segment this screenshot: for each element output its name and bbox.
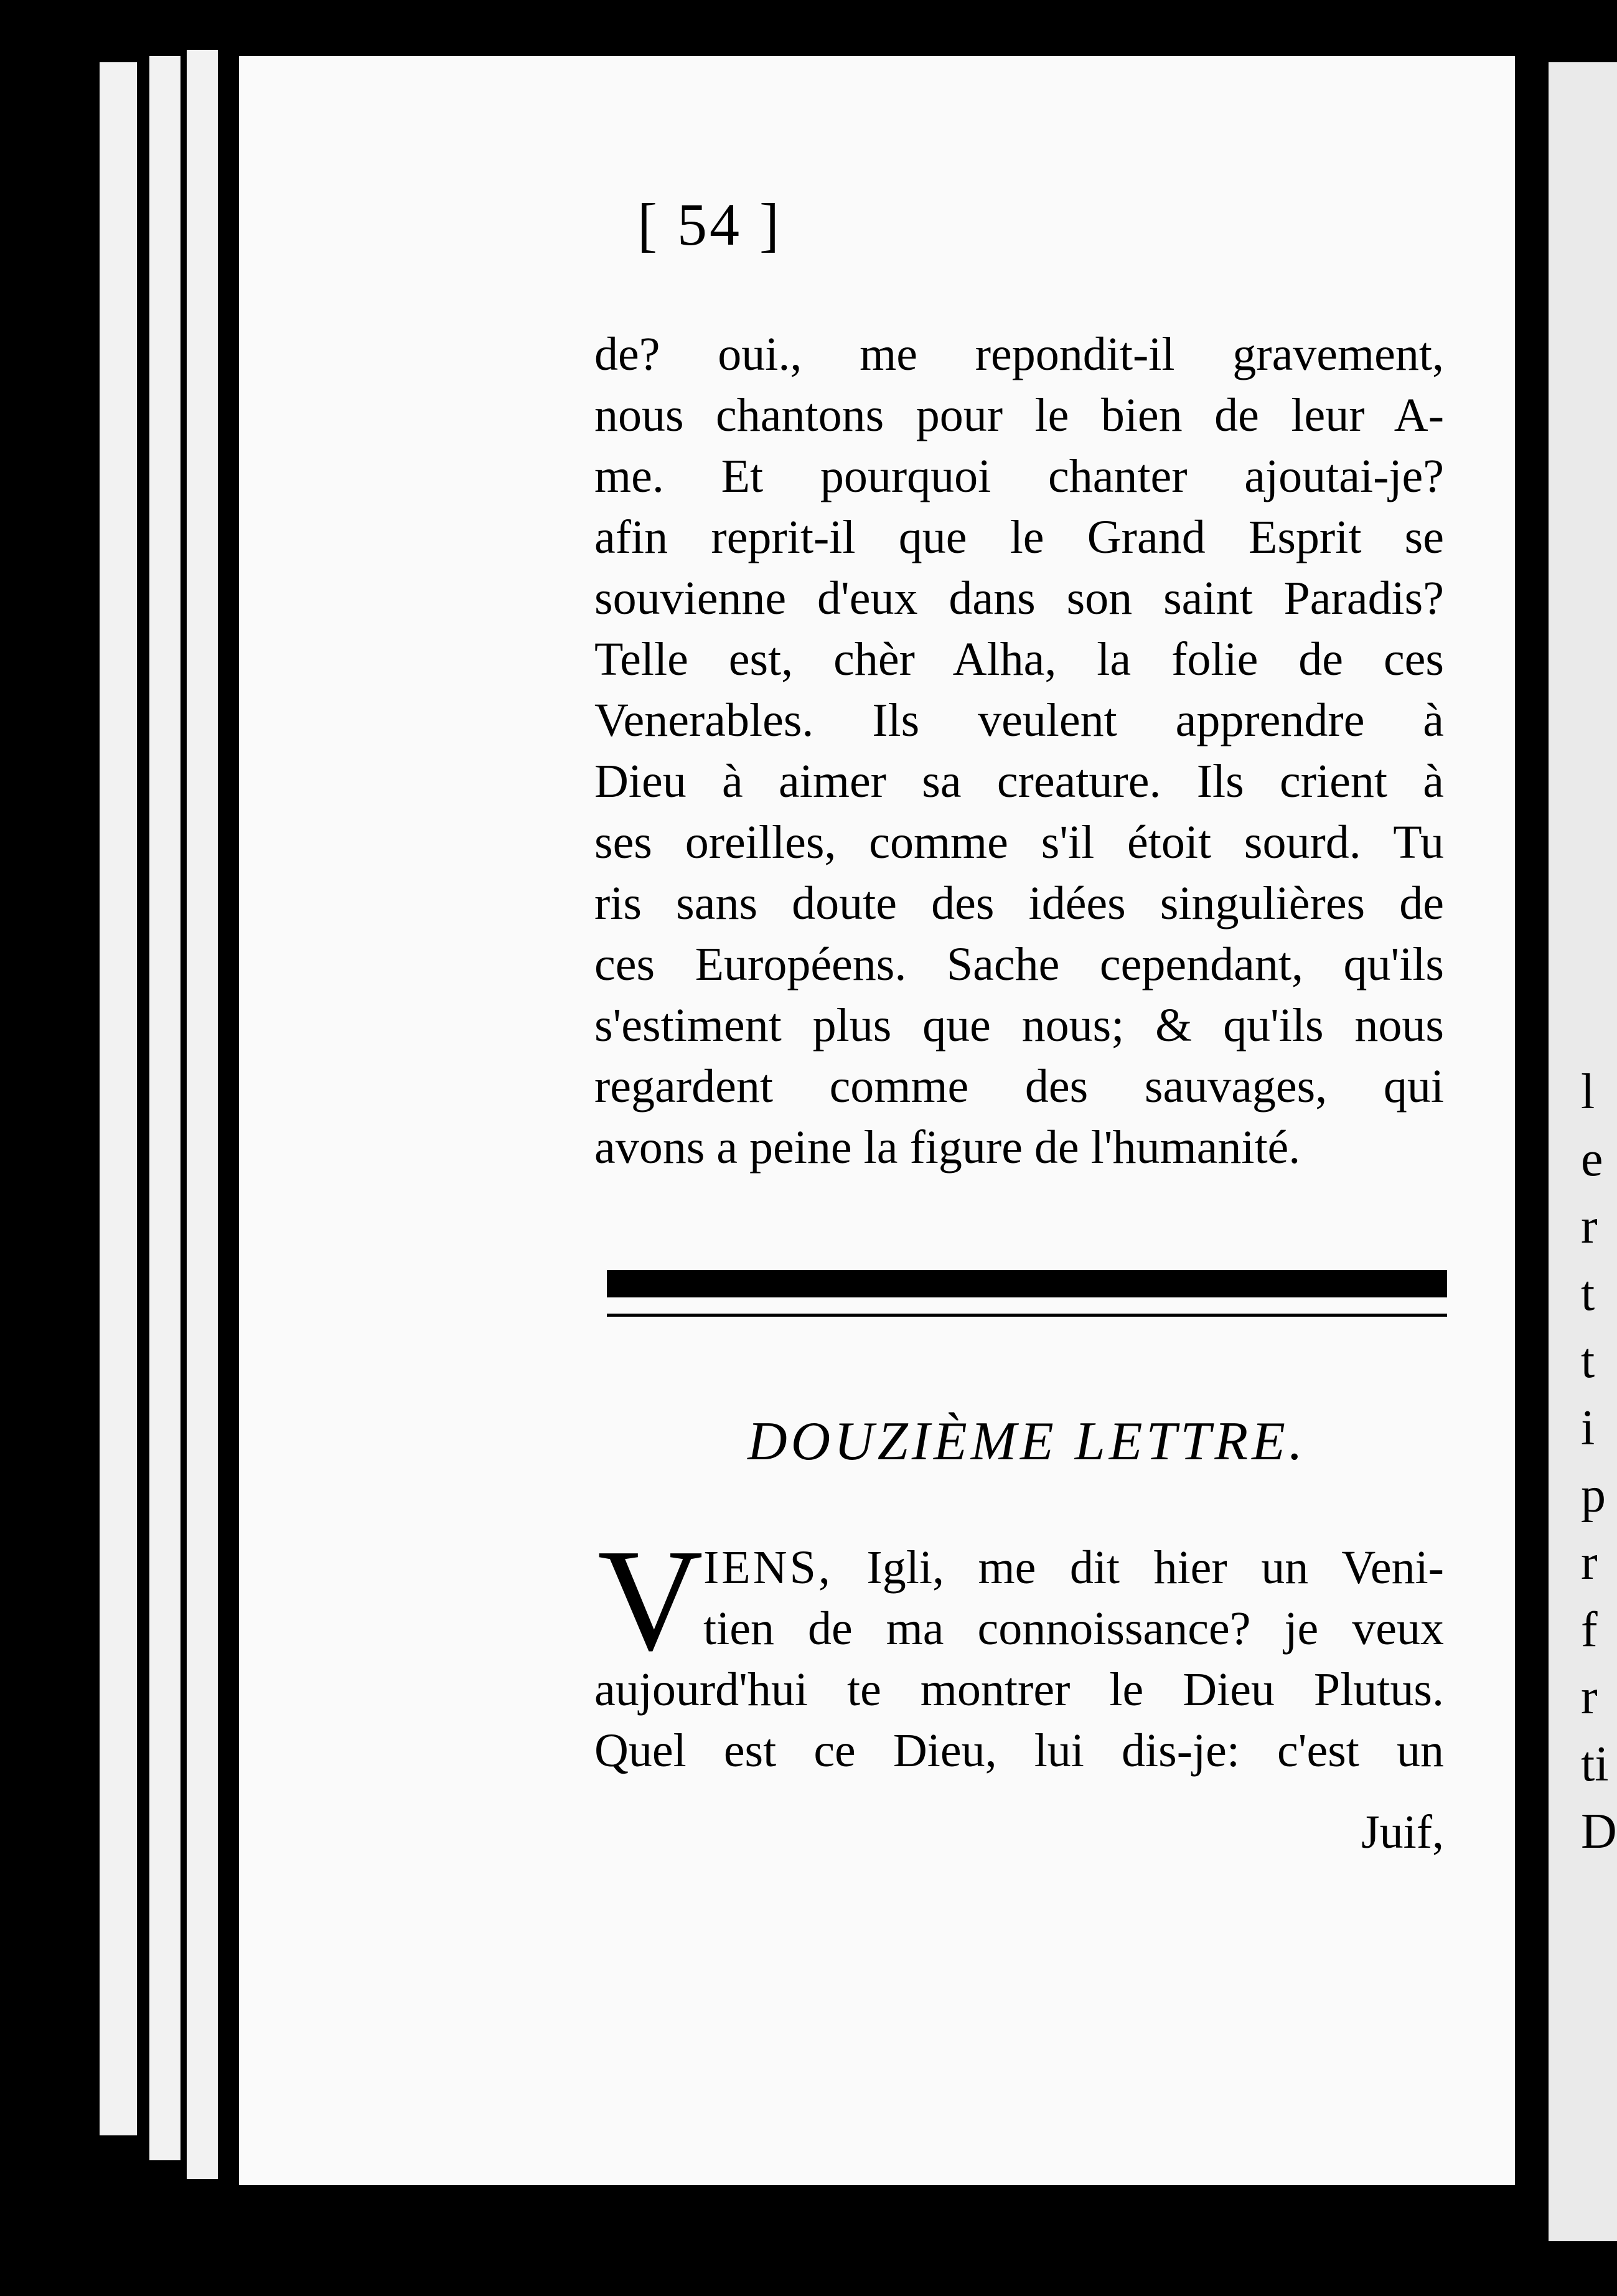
text-line: ces Européens. Sache cependant, qu'ils: [594, 938, 1444, 990]
drop-cap: V: [598, 1519, 703, 1681]
text-line: afin reprit-il que le Grand Esprit se: [594, 511, 1444, 563]
facing-page-text: l e r t t i p r f r ti D: [1581, 1065, 1617, 1859]
first-line-rest: Igli, me dit hier un Veni-: [866, 1541, 1444, 1594]
book-edge-line: [142, 62, 146, 2154]
text-line: Dieu à aimer sa creature. Ils crient à: [594, 755, 1444, 807]
paragraph: [594, 324, 1444, 1178]
section-rule: [607, 1270, 1447, 1297]
text-line: souvienne d'eux dans son saint Paradis?: [594, 572, 1444, 624]
letter-paragraph: [594, 1538, 1444, 1782]
text-line: Quel est ce Dieu, lui dis-je: c'est un: [594, 1724, 1444, 1777]
text-line: nous chantons pour le bien de leur A-: [594, 389, 1444, 441]
book-edge: [187, 50, 218, 2179]
text-line: me. Et pourquoi chanter ajoutai-je?: [594, 450, 1444, 502]
book-edge: [149, 56, 180, 2160]
book-edge-line: [182, 56, 185, 2173]
text-line: s'estiment plus que nous; & qu'ils nous: [594, 999, 1444, 1052]
text-line: ses oreilles, comme s'il étoit sourd. Tu: [594, 816, 1444, 868]
first-word: IENS,: [703, 1541, 833, 1594]
text-line: aujourd'hui te montrer le Dieu Plutus.: [594, 1663, 1444, 1716]
page-number: [ 54 ]: [637, 191, 782, 258]
catchword: Juif,: [1361, 1806, 1444, 1858]
text-line: regardent comme des sauvages, qui: [594, 1060, 1444, 1113]
text-line: de? oui., me repondit-il gravement,: [594, 328, 1444, 380]
letter-heading: DOUZIÈME LETTRE.: [748, 1411, 1306, 1472]
text-line: ris sans doute des idées singulières de: [594, 877, 1444, 929]
book-edge: [100, 62, 137, 2135]
text-line: Telle est, chèr Alha, la folie de ces: [594, 633, 1444, 685]
text-line: avons a peine la figure de l'humanité.: [594, 1121, 1301, 1174]
section-rule-thin: [607, 1314, 1447, 1317]
text-line: tien de ma connoissance? je veux: [703, 1602, 1444, 1655]
text-line: [703, 1538, 1444, 1599]
text-line: Venerables. Ils veulent apprendre à: [594, 694, 1444, 746]
